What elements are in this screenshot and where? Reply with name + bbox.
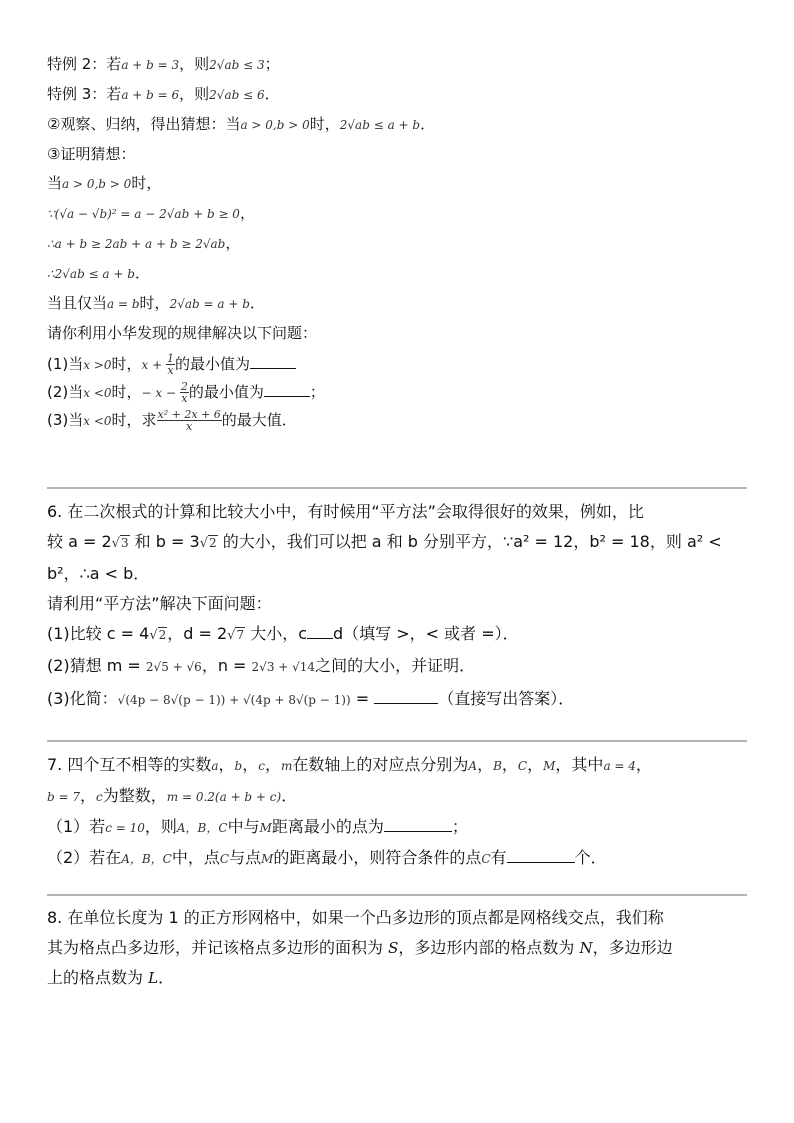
- problem-7-line-2: b = 7，c为整数，m = 0.2(a + b + c)．: [47, 786, 298, 805]
- answer-blank[interactable]: [307, 624, 333, 639]
- proof-step-3: ∴2√ab ≤ a + b．: [47, 264, 150, 282]
- instructions: 请你利用小华发现的规律解决以下问题：: [47, 324, 318, 342]
- math-expr: a = b: [107, 297, 140, 311]
- conjecture-line: ②观察、归纳，得出猜想：当a > 0,b > 0时，2√ab ≤ a + b．: [47, 115, 436, 133]
- problem-6-line-4: 请利用“平方法”解决下面问题：: [47, 594, 272, 613]
- math-expr: x <0: [83, 414, 112, 428]
- math-expr: ∴2√ab ≤ a + b: [47, 267, 135, 281]
- problem-7-line-1: 7. 四个互不相等的实数a，b，c，m在数轴上的对应点分别为A，B，C，M，其中a = 4，: [47, 755, 652, 774]
- problem-8-line-1: 8. 在单位长度为 1 的正方形网格中，如果一个凸多边形的顶点都是网格线交点，我们称: [47, 908, 664, 927]
- math-expr: a + b = 3: [121, 58, 180, 72]
- math-expr: 2√ab ≤ 3: [209, 58, 265, 72]
- answer-blank[interactable]: [250, 354, 296, 369]
- question-5-1: (1)当x >0时，x + $\frac{1}{x}$ 的最小值为: [47, 351, 435, 377]
- problem-8-line-3: 上的格点数为 L．: [47, 968, 175, 987]
- math-expr: 2√ab ≤ a + b: [339, 118, 421, 132]
- question-5-3: (3)当x <0时，求 $\frac{\text{x² + 2x + 6}}{x}$ 的最大值．: [47, 408, 297, 433]
- math-expr: √(4p − 8√(p − 1)) + √(4p + 8√(p − 1)): [117, 693, 351, 707]
- math-expr: 2√ab = a + b: [169, 297, 250, 311]
- fraction: $\frac{2}{x}$: [180, 380, 188, 405]
- answer-blank[interactable]: [384, 817, 452, 832]
- special-case-2: 特例 2：若a + b = 3，则2√ab ≤ 3；: [47, 55, 280, 73]
- math-expr: ∵(√a − √b)² = a − 2√ab + b ≥ 0: [47, 207, 240, 221]
- proof-condition: 当a > 0,b > 0时，: [47, 174, 162, 192]
- question-7-1: （1）若c = 10，则A，B，C中与M距离最小的点为 ；: [47, 817, 468, 836]
- fraction: $\frac{1}{x}$: [167, 352, 174, 377]
- question-6-3: (3)化简：√(4p − 8√(p − 1)) + √(4p + 8√(p − 1)) = （直接写出答案）．: [47, 689, 575, 708]
- proof-step-1: ∵(√a − √b)² = a − 2√ab + b ≥ 0，: [47, 204, 255, 222]
- math-expr: 2√ab ≤ 6: [209, 88, 265, 102]
- math-expr: 2√5 + √6: [145, 660, 202, 674]
- problem-6-line-1: 6. 在二次根式的计算和比较大小中，有时候用“平方法”会取得很好的效果，例如，比: [47, 502, 644, 521]
- equality-condition: 当且仅当a = b时，2√ab = a + b．: [47, 294, 265, 312]
- section-divider: [47, 894, 747, 896]
- math-expr: − x −: [141, 386, 180, 400]
- problem-6: [47, 497, 747, 717]
- math-expr: ∴a + b ≥ 2ab + a + b ≥ 2√ab: [47, 237, 226, 251]
- answer-blank[interactable]: [264, 382, 310, 397]
- problem-6-line-3: b²，∴a < b．: [47, 564, 150, 583]
- question-7-2: （2）若在A，B，C中，点C与点M的距离最小，则符合条件的点C有 个．: [47, 848, 607, 867]
- section-divider: [47, 487, 747, 489]
- math-expr: x +: [141, 358, 166, 372]
- math-expr: 2√3 + √14: [251, 660, 316, 674]
- problem-6-line-2: 较 a = 2√3 和 b = 3√2 的大小，我们可以把 a 和 b 分别平方，∵a² = 12，b² = 18，则 a² <: [47, 532, 722, 551]
- question-5-2: (2)当x <0时，− x − $\frac{2}{x}$ 的最小值为 ；: [47, 380, 325, 405]
- math-expr: a > 0,b > 0: [240, 118, 310, 132]
- fraction: $\frac{\text{x² + 2x + 6}}{x}$: [157, 408, 221, 433]
- math-expr: a > 0,b > 0: [62, 177, 132, 191]
- question-6-1: (1)比较 c = 4√2，d = 2√7 大小，c d（填写 >，< 或者 =）．: [47, 624, 519, 643]
- answer-blank[interactable]: [507, 848, 575, 863]
- math-expr: a + b = 6: [121, 88, 180, 102]
- problem-8-line-2: 其为格点凸多边形，并记该格点多边形的面积为 S，多边形内部的格点数为 N，多边形边: [47, 938, 673, 957]
- question-6-2: (2)猜想 m = 2√5 + √6，n = 2√3 + √14之间的大小，并证明．: [47, 656, 476, 675]
- math-expr: x >0: [83, 358, 112, 372]
- special-case-3: 特例 3：若a + b = 6，则2√ab ≤ 6．: [47, 85, 280, 103]
- section-divider: [47, 740, 747, 742]
- problem-8: [47, 903, 747, 993]
- proof-heading: ③证明猜想：: [47, 145, 136, 163]
- answer-blank[interactable]: [374, 689, 438, 704]
- math-expr: x <0: [83, 386, 112, 400]
- problem-5-continuation: [47, 53, 436, 433]
- problem-7: [47, 750, 747, 874]
- proof-step-2: ∴a + b ≥ 2ab + a + b ≥ 2√ab，: [47, 234, 241, 252]
